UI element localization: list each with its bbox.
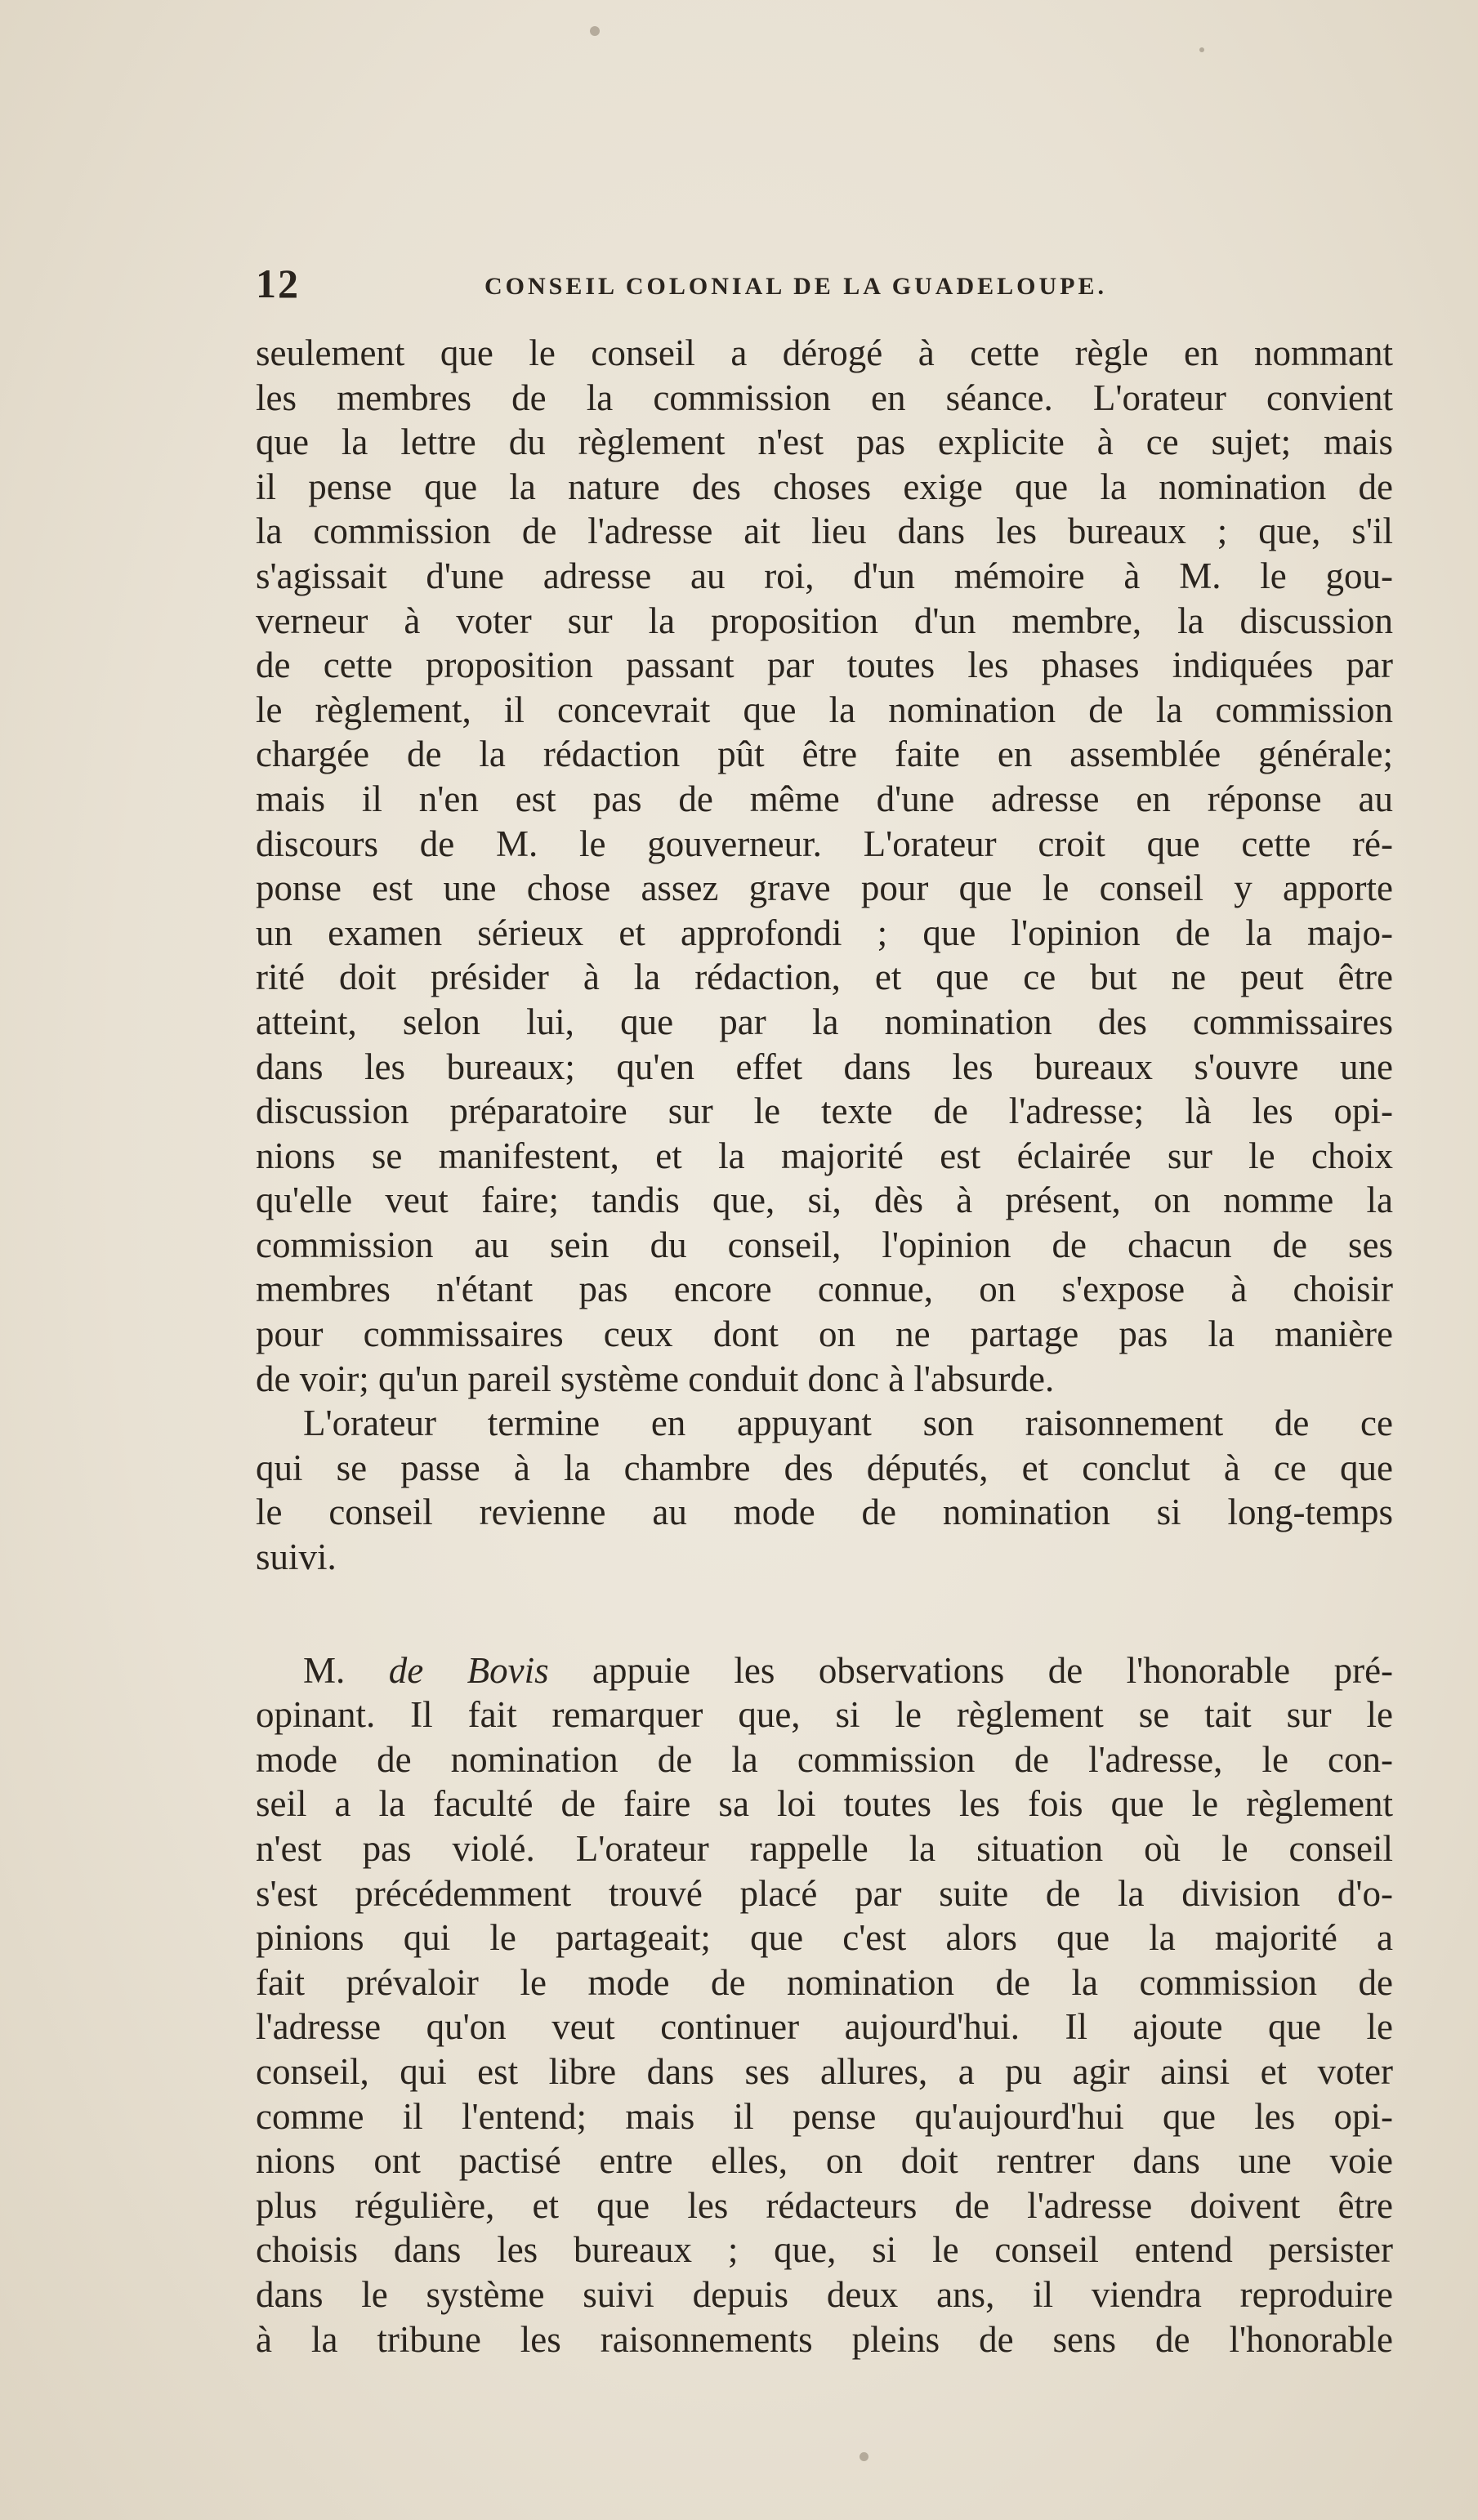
text-line: un examen sérieux et approfondi ; que l'opinion de la majo- bbox=[256, 912, 1393, 953]
text-line: qui se passe à la chambre des députés, et conclut à ce que bbox=[256, 1447, 1393, 1488]
ink-speck bbox=[590, 26, 600, 36]
text-line: seil a la faculté de faire sa loi toutes les fois que le règlement bbox=[256, 1783, 1393, 1825]
page-header bbox=[256, 260, 1393, 309]
text-line: pour commissaires ceux dont on ne partage pas la manière bbox=[256, 1314, 1393, 1355]
paragraph bbox=[256, 331, 1393, 1401]
text-line: le conseil revienne au mode de nomination si long-temps bbox=[256, 1492, 1393, 1533]
text-line: s'agissait d'une adresse au roi, d'un mémoire à M. le gou- bbox=[256, 555, 1393, 596]
text-line: ponse est une chose assez grave pour que le conseil y apporte bbox=[256, 868, 1393, 909]
text-line: membres n'étant pas encore connue, on s'expose à choisir bbox=[256, 1269, 1393, 1310]
text-line: dans les bureaux; qu'en effet dans les bureaux s'ouvre une bbox=[256, 1046, 1393, 1087]
text-line: mais il n'en est pas de même d'une adresse en réponse au bbox=[256, 778, 1393, 819]
text-line: commission au sein du conseil, l'opinion de chacun de ses bbox=[256, 1224, 1393, 1265]
text-line: verneur à voter sur la proposition d'un membre, la discussion bbox=[256, 600, 1393, 641]
text-line: l'adresse qu'on veut continuer aujourd'hui. Il ajoute que le bbox=[256, 2006, 1393, 2048]
text-line: pinions qui le partageait; que c'est alors que la majorité a bbox=[256, 1917, 1393, 1959]
text-line: seulement que le conseil a dérogé à cette règle en nommant bbox=[256, 332, 1393, 373]
text-line: n'est pas violé. L'orateur rappelle la situation où le conseil bbox=[256, 1828, 1393, 1869]
text-line: dans le système suivi depuis deux ans, il viendra reproduire bbox=[256, 2273, 1393, 2315]
paragraph bbox=[256, 1648, 1393, 2362]
speaker-prefix: M. bbox=[303, 1649, 346, 1691]
text-line: mode de nomination de la commission de l'adresse, le con- bbox=[256, 1738, 1393, 1780]
text-line: le règlement, il concevrait que la nomination de la commission bbox=[256, 689, 1393, 730]
paragraph-spacer bbox=[256, 1580, 1393, 1648]
speaker-name: de Bovis bbox=[388, 1649, 549, 1691]
text-line: de cette proposition passant par toutes les phases indiquées par bbox=[256, 644, 1393, 686]
running-title: CONSEIL COLONIAL DE LA GUADELOUPE. bbox=[484, 273, 1107, 300]
text-line: plus régulière, et que les rédacteurs de l'adresse doivent être bbox=[256, 2184, 1393, 2226]
first-line-rest: appuie les observations de l'honorable pré- bbox=[592, 1649, 1394, 1691]
ink-speck bbox=[1199, 47, 1204, 52]
text-line: la commission de l'adresse ait lieu dans les bureaux ; que, s'il bbox=[256, 511, 1393, 552]
body-text bbox=[256, 331, 1393, 2362]
text-line: il pense que la nature des choses exige que la nomination de bbox=[256, 466, 1393, 507]
text-line: les membres de la commission en séance. L'orateur convient bbox=[256, 377, 1393, 418]
text-line: de voir; qu'un pareil système conduit donc à l'absurde. bbox=[256, 1358, 1055, 1399]
paragraph bbox=[256, 1401, 1393, 1579]
text-line: à la tribune les raisonnements pleins de sens de l'honorable bbox=[256, 2318, 1393, 2360]
text-line: discours de M. le gouverneur. L'orateur croit que cette ré- bbox=[256, 823, 1393, 864]
text-line: nions ont pactisé entre elles, on doit rentrer dans une voie bbox=[256, 2140, 1393, 2182]
text-line: discussion préparatoire sur le texte de l'adresse; là les opi- bbox=[256, 1091, 1393, 1132]
text-line: fait prévaloir le mode de nomination de la commission de bbox=[256, 1961, 1393, 2003]
text-line: opinant. Il fait remarquer que, si le règlement se tait sur le bbox=[256, 1694, 1393, 1736]
text-line bbox=[256, 1648, 1393, 1693]
text-line: atteint, selon lui, que par la nomination des commissaires bbox=[256, 1001, 1393, 1042]
text-line: suivi. bbox=[256, 1537, 337, 1578]
page-number: 12 bbox=[256, 261, 300, 306]
text-line: L'orateur termine en appuyant son raisonnement de ce bbox=[303, 1403, 1393, 1444]
text-line: nions se manifestent, et la majorité est éclairée sur le choix bbox=[256, 1135, 1393, 1176]
text-line: choisis dans les bureaux ; que, si le conseil entend persister bbox=[256, 2229, 1393, 2271]
text-line: que la lettre du règlement n'est pas explicite à ce sujet; mais bbox=[256, 421, 1393, 463]
text-line: chargée de la rédaction pût être faite en assemblée générale; bbox=[256, 734, 1393, 775]
ink-speck bbox=[860, 2452, 868, 2461]
text-line: rité doit présider à la rédaction, et que ce but ne peut être bbox=[256, 957, 1393, 998]
text-line: comme il l'entend; mais il pense qu'aujourd'hui que les opi- bbox=[256, 2095, 1393, 2137]
text-line: qu'elle veut faire; tandis que, si, dès à présent, on nomme la bbox=[256, 1180, 1393, 1221]
text-line: s'est précédemment trouvé placé par suite de la division d'o- bbox=[256, 1872, 1393, 1914]
text-line: conseil, qui est libre dans ses allures, a pu agir ainsi et voter bbox=[256, 2050, 1393, 2092]
